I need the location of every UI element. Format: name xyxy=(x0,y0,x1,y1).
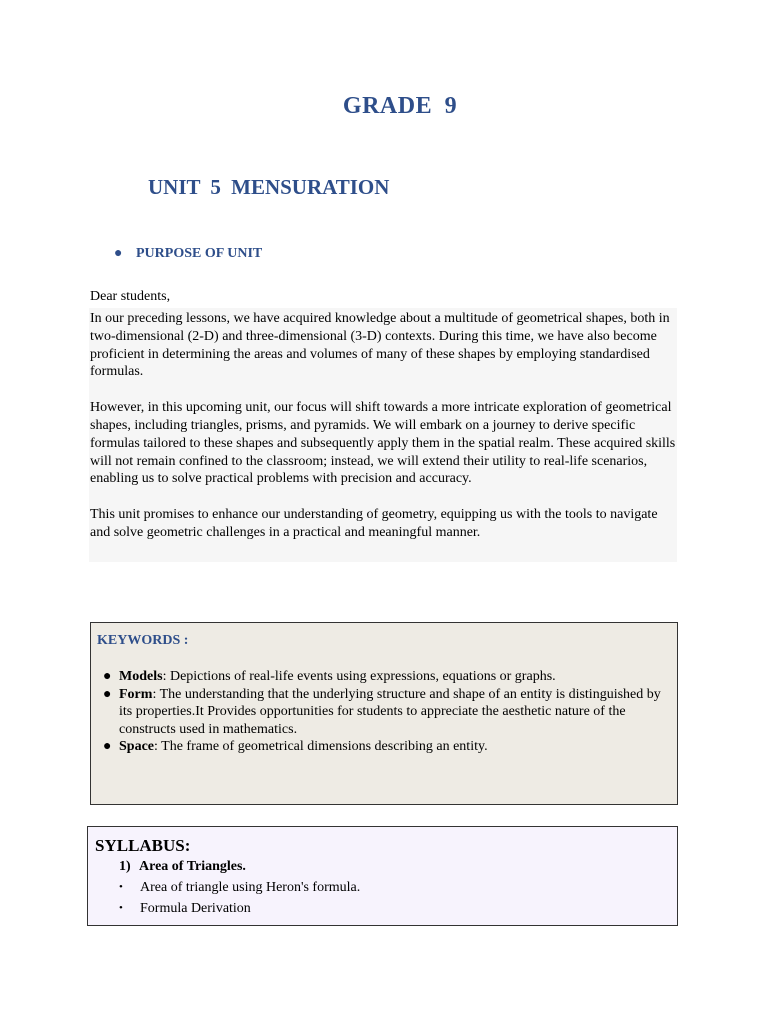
keyword-item xyxy=(97,738,671,756)
purpose-heading xyxy=(114,246,262,262)
grade-title: GRADE 9 xyxy=(342,93,458,119)
syllabus-section xyxy=(95,857,670,877)
syllabus-item-text: Formula Derivation xyxy=(140,901,251,916)
salutation: Dear students, xyxy=(90,289,171,304)
keyword-definition: : The frame of geometrical dimensions describing an entity. xyxy=(154,739,488,755)
syllabus-item xyxy=(95,877,670,898)
purpose-label: PURPOSE OF UNIT xyxy=(136,246,263,261)
syllabus-item xyxy=(95,898,670,919)
syllabus-bullet: • xyxy=(119,902,123,914)
unit-title: UNIT 5 MENSURATION xyxy=(148,175,390,199)
syllabus-title: SYLLABUS: xyxy=(95,836,191,855)
keyword-item xyxy=(97,686,671,739)
keywords-title: KEYWORDS : xyxy=(97,633,189,648)
intro-paragraph-1: In our preceding lessons, we have acquired knowledge about a multitude of geometrical shapes, both in two-dimensional (2-D) and three-dimensional (3-D) contexts. During this time, we have also become proficient in determining the areas and volumes of many of these shapes by employing standardised formulas. xyxy=(90,311,670,380)
keyword-bullet: ● xyxy=(103,686,112,702)
keyword-term: Space xyxy=(119,739,154,755)
keyword-term: Models xyxy=(119,669,163,684)
keywords-box xyxy=(90,622,678,805)
keywords-list xyxy=(97,668,671,756)
intro-box xyxy=(89,308,677,562)
intro-paragraph-3: This unit promises to enhance our understanding of geometry, equipping us with the tools to navigate and solve geometric challenges in a practical and meaningful manner. xyxy=(90,507,658,540)
keyword-definition: : Depictions of real-life events using expressions, equations or graphs. xyxy=(162,669,556,684)
syllabus-bullet: • xyxy=(119,881,123,893)
syllabus-box xyxy=(87,826,678,926)
keyword-bullet: ● xyxy=(103,669,112,684)
keyword-term: Form xyxy=(119,686,153,702)
syllabus-section-title: Area of Triangles. xyxy=(139,859,246,874)
syllabus-section-number: 1) xyxy=(119,859,131,874)
intro-paragraph-2: However, in this upcoming unit, our focus will shift towards a more intricate exploration of geometrical shapes, including triangles, prisms, and pyramids. We will embark on a journey to derive specific formulas tailored to these shapes and subsequently apply them in the spatial realm. These acquired skills will not remain confined to the classroom; instead, we will extend their utility to real-life scenarios, enabling us to solve practical problems with precision and accuracy. xyxy=(90,400,676,487)
purpose-bullet: ● xyxy=(114,246,123,261)
syllabus-item-text: Area of triangle using Heron's formula. xyxy=(140,880,361,895)
keyword-item xyxy=(97,668,671,686)
keyword-bullet: ● xyxy=(103,739,112,755)
keyword-definition: : The understanding that the underlying structure and shape of an entity is distinguished by its properties.It Provides opportunities for students to appreciate the aesthetic nature of the constructs used in mathematics. xyxy=(119,686,661,737)
